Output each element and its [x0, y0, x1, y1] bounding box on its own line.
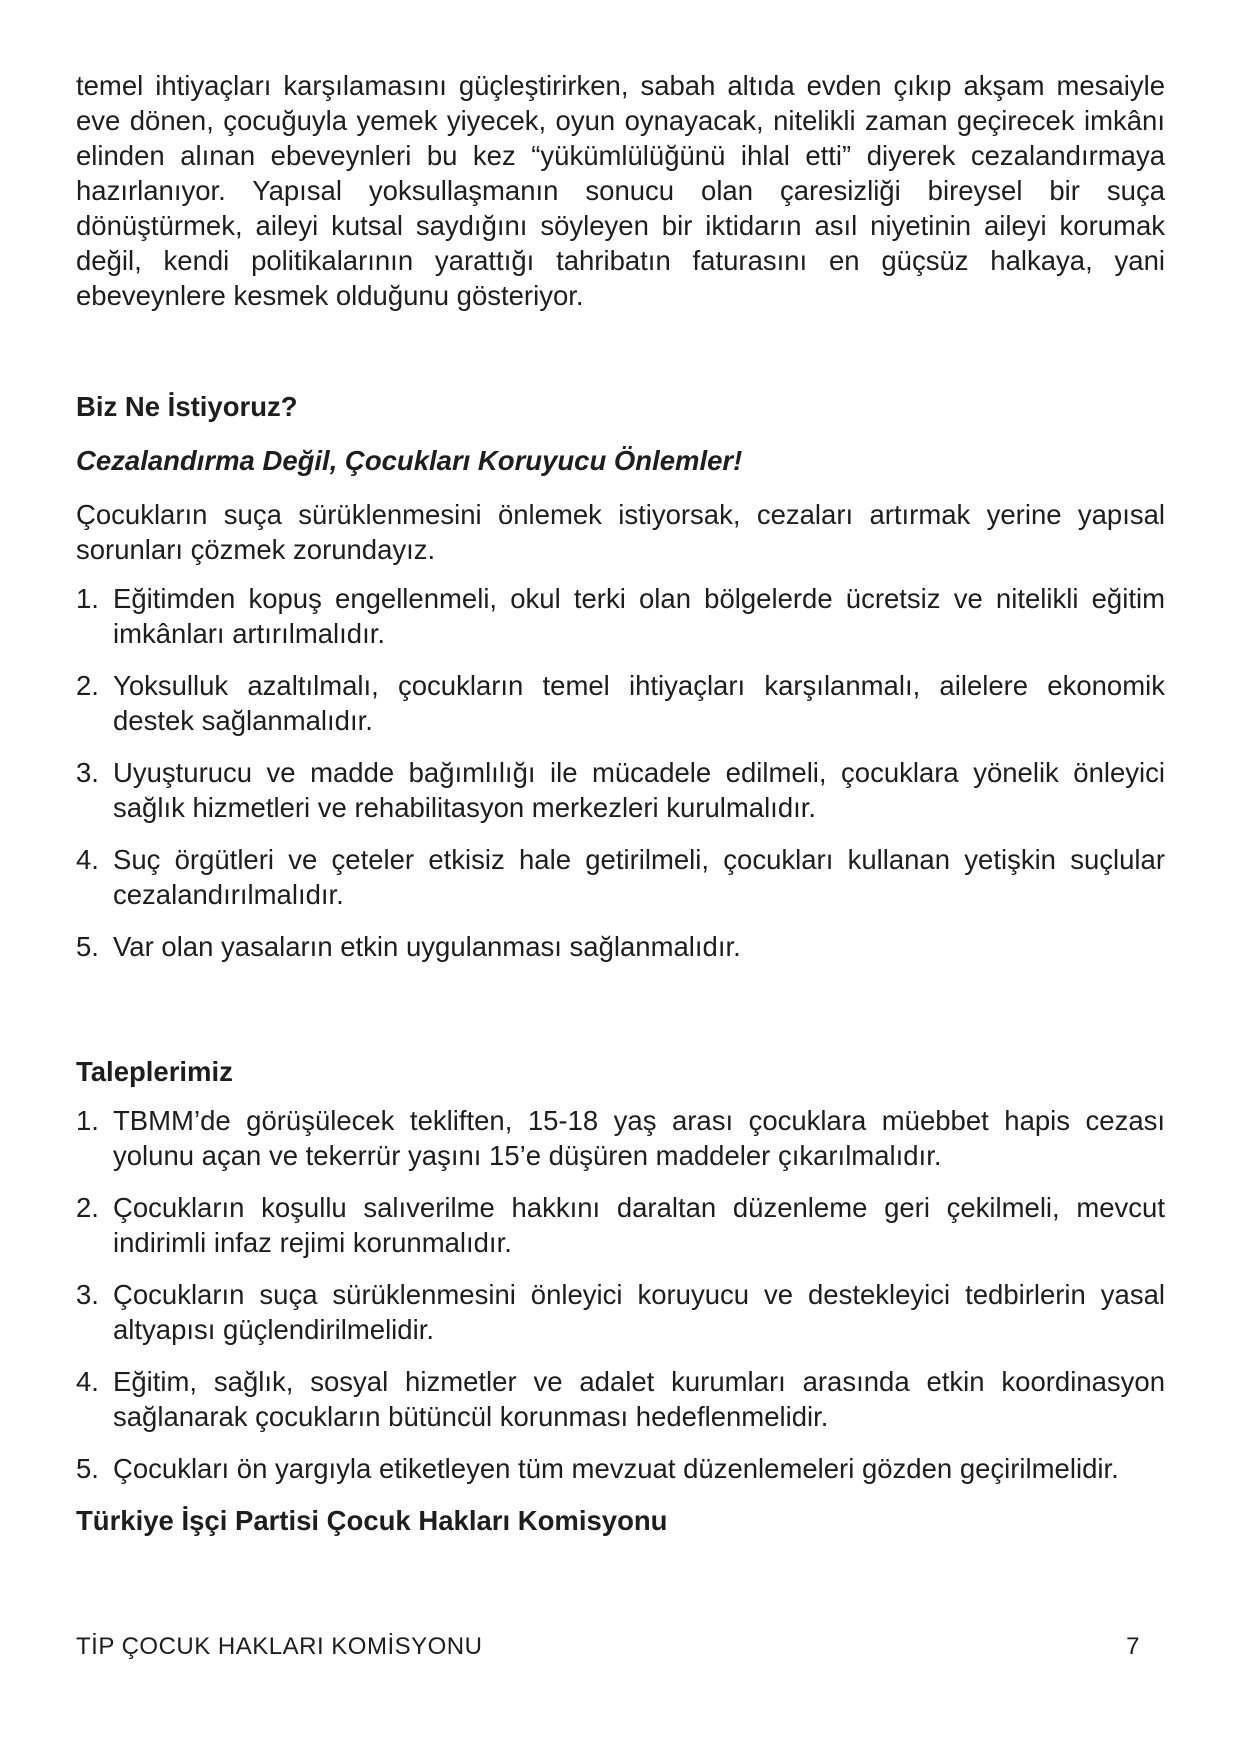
list-item-number: 2.	[76, 670, 99, 701]
list-item-text: Çocukları ön yargıyla etiketleyen tüm mevzuat düzenlemeleri gözden geçirilmelidir.	[113, 1453, 1119, 1484]
list-item-number: 5.	[76, 1453, 99, 1484]
section-lead-paragraph: Çocukların suça sürüklenmesini önlemek istiyorsak, cezaları artırmak yerine yapısal sorunları çözmek zorundayız.	[76, 499, 1165, 565]
footer-title: TİP ÇOCUK HAKLARI KOMİSYONU	[76, 1633, 483, 1660]
list-item-text: TBMM’de görüşülecek tekliften, 15-18 yaş arası çocuklara müebbet hapis cezası yolunu açan ve tekerrür yaşını 15’e düşüren maddeler çıkarılmalıdır.	[113, 1105, 1165, 1171]
list-item-text: Var olan yasaların etkin uygulanması sağlanmalıdır.	[113, 931, 741, 962]
list-item-text: Uyuşturucu ve madde bağımlılığı ile mücadele edilmeli, çocuklara yönelik önleyici sağlık hizmetleri ve rehabilitasyon merkezleri kurulmalıdır.	[113, 757, 1165, 823]
list-item	[76, 1277, 1165, 1347]
list-item-number: 1.	[76, 1105, 99, 1136]
list-item-number: 2.	[76, 1192, 99, 1223]
list-item-text: Eğitim, sağlık, sosyal hizmetler ve adalet kurumları arasında etkin koordinasyon sağlanarak çocukların bütüncül korunması hedeflenmelidir.	[113, 1366, 1165, 1432]
list-item-number: 3.	[76, 1279, 99, 1310]
demands-list	[76, 1103, 1165, 1486]
list-item	[76, 842, 1165, 912]
list-item-number: 4.	[76, 1366, 99, 1397]
list-item	[76, 668, 1165, 738]
list-item-number: 5.	[76, 931, 99, 962]
list-item-text: Suç örgütleri ve çeteler etkisiz hale getirilmeli, çocukları kullanan yetişkin suçlular cezalandırılmalıdır.	[113, 844, 1165, 910]
list-item-text: Yoksulluk azaltılmalı, çocukların temel ihtiyaçları karşılanmalı, ailelere ekonomik destek sağlanmalıdır.	[113, 670, 1165, 736]
list-item-number: 1.	[76, 583, 99, 614]
list-item	[76, 1451, 1165, 1486]
list-item	[76, 929, 1165, 964]
section-heading-demands: Taleplerimiz	[76, 1056, 233, 1087]
list-item-text: Çocukların koşullu salıverilme hakkını daraltan düzenleme geri çekilmeli, mevcut indirimli infaz rejimi korunmalıdır.	[113, 1192, 1165, 1258]
list-item-number: 4.	[76, 844, 99, 875]
signature: Türkiye İşçi Partisi Çocuk Hakları Komisyonu	[76, 1505, 668, 1536]
list-item	[76, 1190, 1165, 1260]
list-item	[76, 581, 1165, 651]
document-page	[76, 68, 1165, 1538]
list-item-text: Çocukların suça sürüklenmesini önleyici koruyucu ve destekleyici tedbirlerin yasal altyapısı güçlendirilmelidir.	[113, 1279, 1165, 1345]
page-number: 7	[1126, 1633, 1140, 1660]
list-item	[76, 1364, 1165, 1434]
list-item	[76, 755, 1165, 825]
list-item-text: Eğitimden kopuş engellenmeli, okul terki olan bölgelerde ücretsiz ve nitelikli eğitim imkânları artırılmalıdır.	[113, 583, 1165, 649]
list-item-number: 3.	[76, 757, 99, 788]
section-heading-what-we-want: Biz Ne İstiyoruz?	[76, 391, 298, 422]
intro-paragraph: temel ihtiyaçları karşılamasını güçleştirirken, sabah altıda evden çıkıp akşam mesaiyle eve dönen, çocuğuyla yemek yiyecek, oyun oynayacak, nitelikli zaman geçirecek imkânı elinden alınan ebeveynleri bu kez “yükümlülüğünü ihlal etti” diyerek cezalandırmaya hazırlanıyor. Yapısal yoksullaşmanın sonucu olan çaresizliği bireysel bir suça dönüştürmek, aileyi kutsal saydığını söyleyen bir iktidarın asıl niyetinin aileyi korumak değil, kendi politikalarının yarattığı tahribatın faturasını en güçsüz halkaya, yani ebeveynlere kesmek olduğunu gösteriyor.	[76, 70, 1165, 311]
list-item	[76, 1103, 1165, 1173]
section-subheading: Cezalandırma Değil, Çocukları Koruyucu Önlemler!	[76, 445, 743, 476]
what-we-want-list	[76, 581, 1165, 964]
